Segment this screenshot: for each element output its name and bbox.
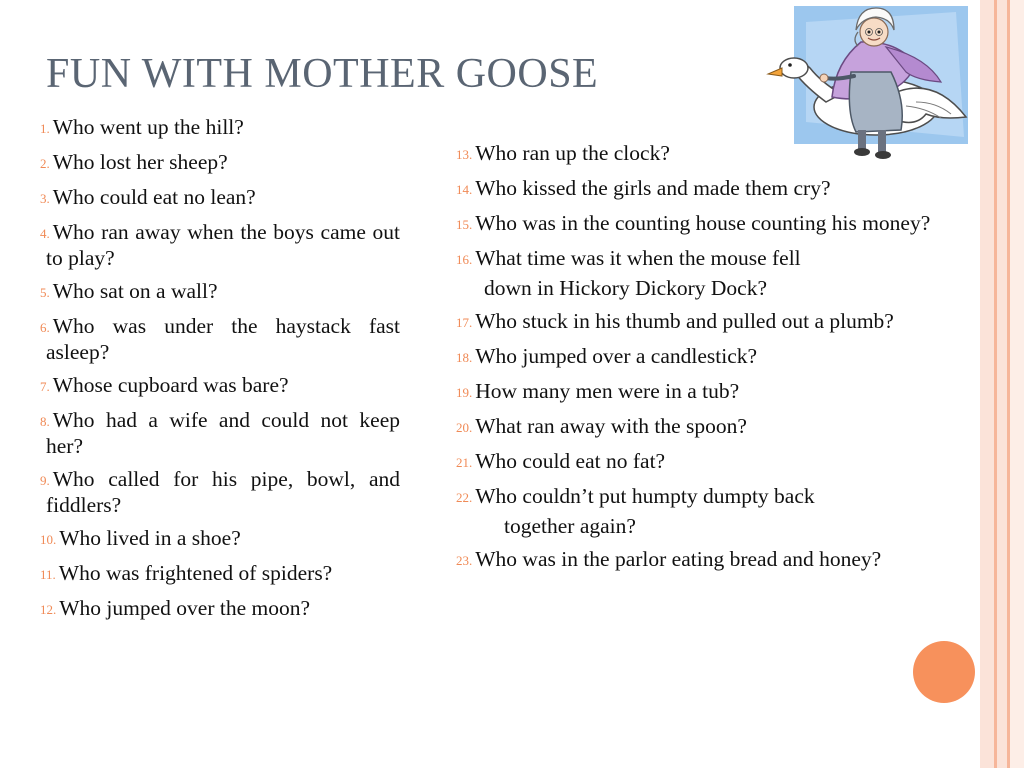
item-text: Who was in the counting house counting his money? [475,211,931,235]
item-text: How many men were in a tub? [475,379,740,403]
list-item [456,176,964,202]
item-text: Who was frightened of spiders? [58,561,333,585]
list-item [40,596,400,622]
list-item [456,379,964,405]
item-text: Who was in the parlor eating bread and honey? [475,547,882,571]
list-item [456,309,964,335]
item-number: 21. [456,455,473,470]
list-item-continuation: down in Hickory Dickory Dock? [484,276,768,300]
item-number: 15. [456,217,473,232]
item-text: Who kissed the girls and made them cry? [475,176,831,200]
list-item [40,115,400,141]
item-number: 1. [40,121,50,136]
item-text: Who was under the haystack fast asleep? [46,314,400,364]
slide-title: FUN WITH MOTHER GOOSE [46,51,599,97]
item-text: What time was it when the mouse fell [475,246,801,270]
list-item [40,373,400,399]
question-list-left [40,115,400,631]
list-item-continuation: together again? [504,514,636,538]
question-list-right [456,141,964,582]
item-text: Who could eat no lean? [52,185,256,209]
item-number: 8. [40,414,50,429]
list-item [456,141,964,167]
item-number: 12. [40,602,57,617]
item-text: What ran away with the spoon? [475,414,747,438]
list-item [456,246,964,272]
item-number: 7. [40,379,50,394]
item-number: 11. [40,567,56,582]
list-item [456,449,964,475]
item-number: 3. [40,191,50,206]
item-number: 19. [456,385,473,400]
item-number: 14. [456,182,473,197]
item-text: Who couldn’t put humpty dumpty back [475,484,815,508]
item-number: 2. [40,156,50,171]
list-item [456,547,964,573]
item-number: 18. [456,350,473,365]
item-number: 17. [456,315,473,330]
list-item [40,526,400,552]
list-item [40,150,400,176]
item-number: 22. [456,490,473,505]
list-item [40,314,400,364]
item-number: 5. [40,285,50,300]
item-text: Who sat on a wall? [52,279,218,303]
list-item [456,344,964,370]
item-number: 16. [456,252,473,267]
list-item [40,408,400,458]
item-number: 10. [40,532,57,547]
item-number: 4. [40,226,50,241]
item-number: 20. [456,420,473,435]
list-item [456,414,964,440]
mother-goose-riding-goose-icon [766,2,972,162]
item-text: Who lived in a shoe? [59,526,241,550]
item-number: 6. [40,320,50,335]
item-text: Who stuck in his thumb and pulled out a plumb? [475,309,894,333]
item-text: Who called for his pipe, bowl, and fiddlers? [46,467,400,517]
list-item [40,467,400,517]
border-stripe [980,0,994,768]
item-number: 13. [456,147,473,162]
item-text: Whose cupboard was bare? [52,373,289,397]
item-number: 23. [456,553,473,568]
border-stripe [1010,0,1024,768]
item-text: Who ran up the clock? [475,141,670,165]
item-text: Who went up the hill? [52,115,244,139]
item-text: Who ran away when the boys came out to play? [46,220,400,270]
list-item [40,220,400,270]
item-text: Who had a wife and could not keep her? [46,408,400,458]
list-item [456,484,964,510]
list-item [40,279,400,305]
item-text: Who jumped over the moon? [59,596,311,620]
item-text: Who could eat no fat? [475,449,666,473]
list-item [456,211,964,237]
item-number: 9. [40,473,50,488]
item-text: Who jumped over a candlestick? [475,344,758,368]
list-item [40,185,400,211]
border-stripe [997,0,1007,768]
list-item [40,561,400,587]
decorative-circle [913,641,975,703]
item-text: Who lost her sheep? [52,150,228,174]
